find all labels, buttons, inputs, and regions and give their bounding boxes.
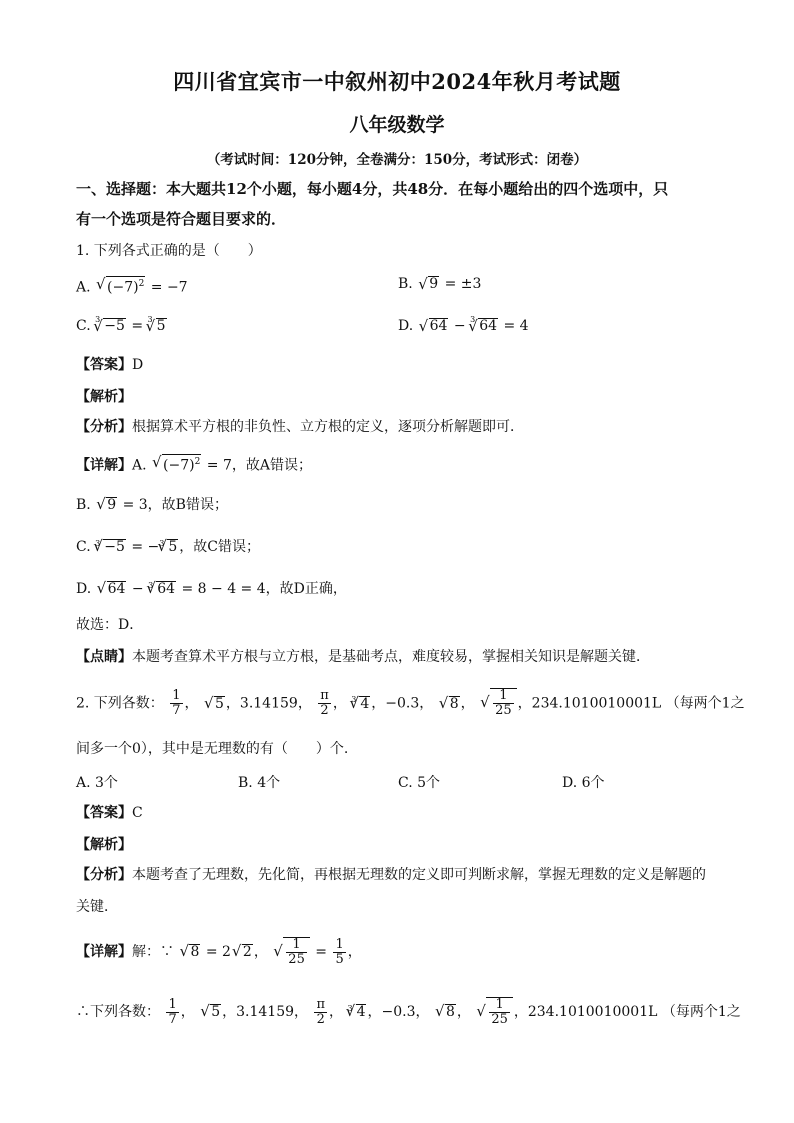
q2-fenxi-line2: 关键．	[76, 899, 118, 915]
q1-option-a: A. √ $(-7)^2 = -7$	[76, 276, 188, 296]
q1-option-b: B. √ 9 = ±3	[398, 276, 481, 292]
q1-dianjing: 【点睛】本题考查算术平方根与立方根，是基础考点，难度较易，掌握相关知识是解题关键．	[76, 649, 650, 665]
q1-option-d: D. √ 64 − $^3$√ 64 = 4	[398, 318, 529, 334]
cbrt-symbol: √ 64	[468, 318, 498, 334]
q1-fenxi: 【分析】根据算术平方根的非负性、立方根的定义，逐项分析解题即可．	[76, 419, 524, 435]
q1-detail-c: C. $^3$√ −5 = −$^3$√ 5 ，故C错误；	[76, 538, 260, 556]
q1-answer: 【答案】D	[76, 357, 144, 373]
q2-option-d: D. 6个	[562, 775, 605, 791]
q1-choose: 故选：D．	[76, 617, 144, 633]
cbrt-symbol: √ −5	[93, 318, 126, 334]
q2-detail: 【详解】解：∵ √ 8 = 2√ 2 ， √ $\frac{1}{25}$ = $\frac{1}{5}$ ，	[76, 936, 362, 968]
exam-info: （考试时间：120分钟，全卷满分：150分，考试形式：闭卷）	[206, 152, 588, 168]
q1-detail-d: D. √ 64 − $^3$√ 64 = 8 − 4 = 4，故D正确，	[76, 580, 347, 598]
q2-option-b: B. 4个	[238, 775, 281, 791]
q1-stem: 1. 下列各式正确的是（ ）	[76, 243, 262, 259]
q2-fenxi-line1: 【分析】本题考查了无理数，先化简，再根据无理数的定义即可判断求解，掌握无理数的定义是解题的	[76, 867, 706, 883]
page-subtitle: 八年级数学	[349, 114, 445, 136]
q2-option-a: A. 3个	[76, 775, 118, 791]
sqrt-symbol: √ 64	[419, 318, 449, 334]
q2-answer: 【答案】C	[76, 805, 143, 821]
q1-option-c: C. $^3$√ −5 = $^3$√ 5	[76, 318, 168, 334]
q1-detail-a: 【详解】A. √ $(-7)^2 = 7$，故A错误；	[76, 454, 312, 475]
page-title: 四川省宜宾市一中叙州初中2024年秋月考试题	[173, 69, 621, 94]
sqrt-symbol: √ 9	[418, 276, 439, 292]
cbrt-symbol: √ 5	[146, 318, 167, 334]
q2-stem-line1: 2. 下列各数： $\frac{1}{7}$ ， √ 5 ，3.14159， $\frac{\pi}{2}$ ， $^3$√ 4 ，−0.3， √ 8 ， √ $\frac{1}{25}$ ，234.1010010001L （每两个1之	[76, 688, 745, 719]
sqrt-symbol: √ $(-7)^2$	[96, 276, 145, 296]
section-heading-line1: 一、选择题：本大题共12个小题，每小题4分，共48分．在每小题给出的四个选项中，只	[76, 180, 669, 198]
q2-stem-line2: 间多一个0），其中是无理数的有（ ）个.	[76, 741, 349, 757]
q2-analysis-tag: 【解析】	[76, 837, 132, 853]
section-heading-line2: 有一个选项是符合题目要求的．	[76, 210, 287, 228]
q1-detail-b: B. √ 9 = 3，故B错误；	[76, 496, 228, 514]
q2-option-c: C. 5个	[398, 775, 441, 791]
q1-analysis-tag: 【解析】	[76, 389, 132, 405]
q2-therefore: ∴下列各数： $\frac{1}{7}$ ， √ 5 ，3.14159， $\frac{\pi}{2}$ ， $^3$√ 4 ，−0.3， √ 8 ， √ $\frac{1}{25}$ ，234.1010010001L （每两个1之	[76, 996, 741, 1028]
